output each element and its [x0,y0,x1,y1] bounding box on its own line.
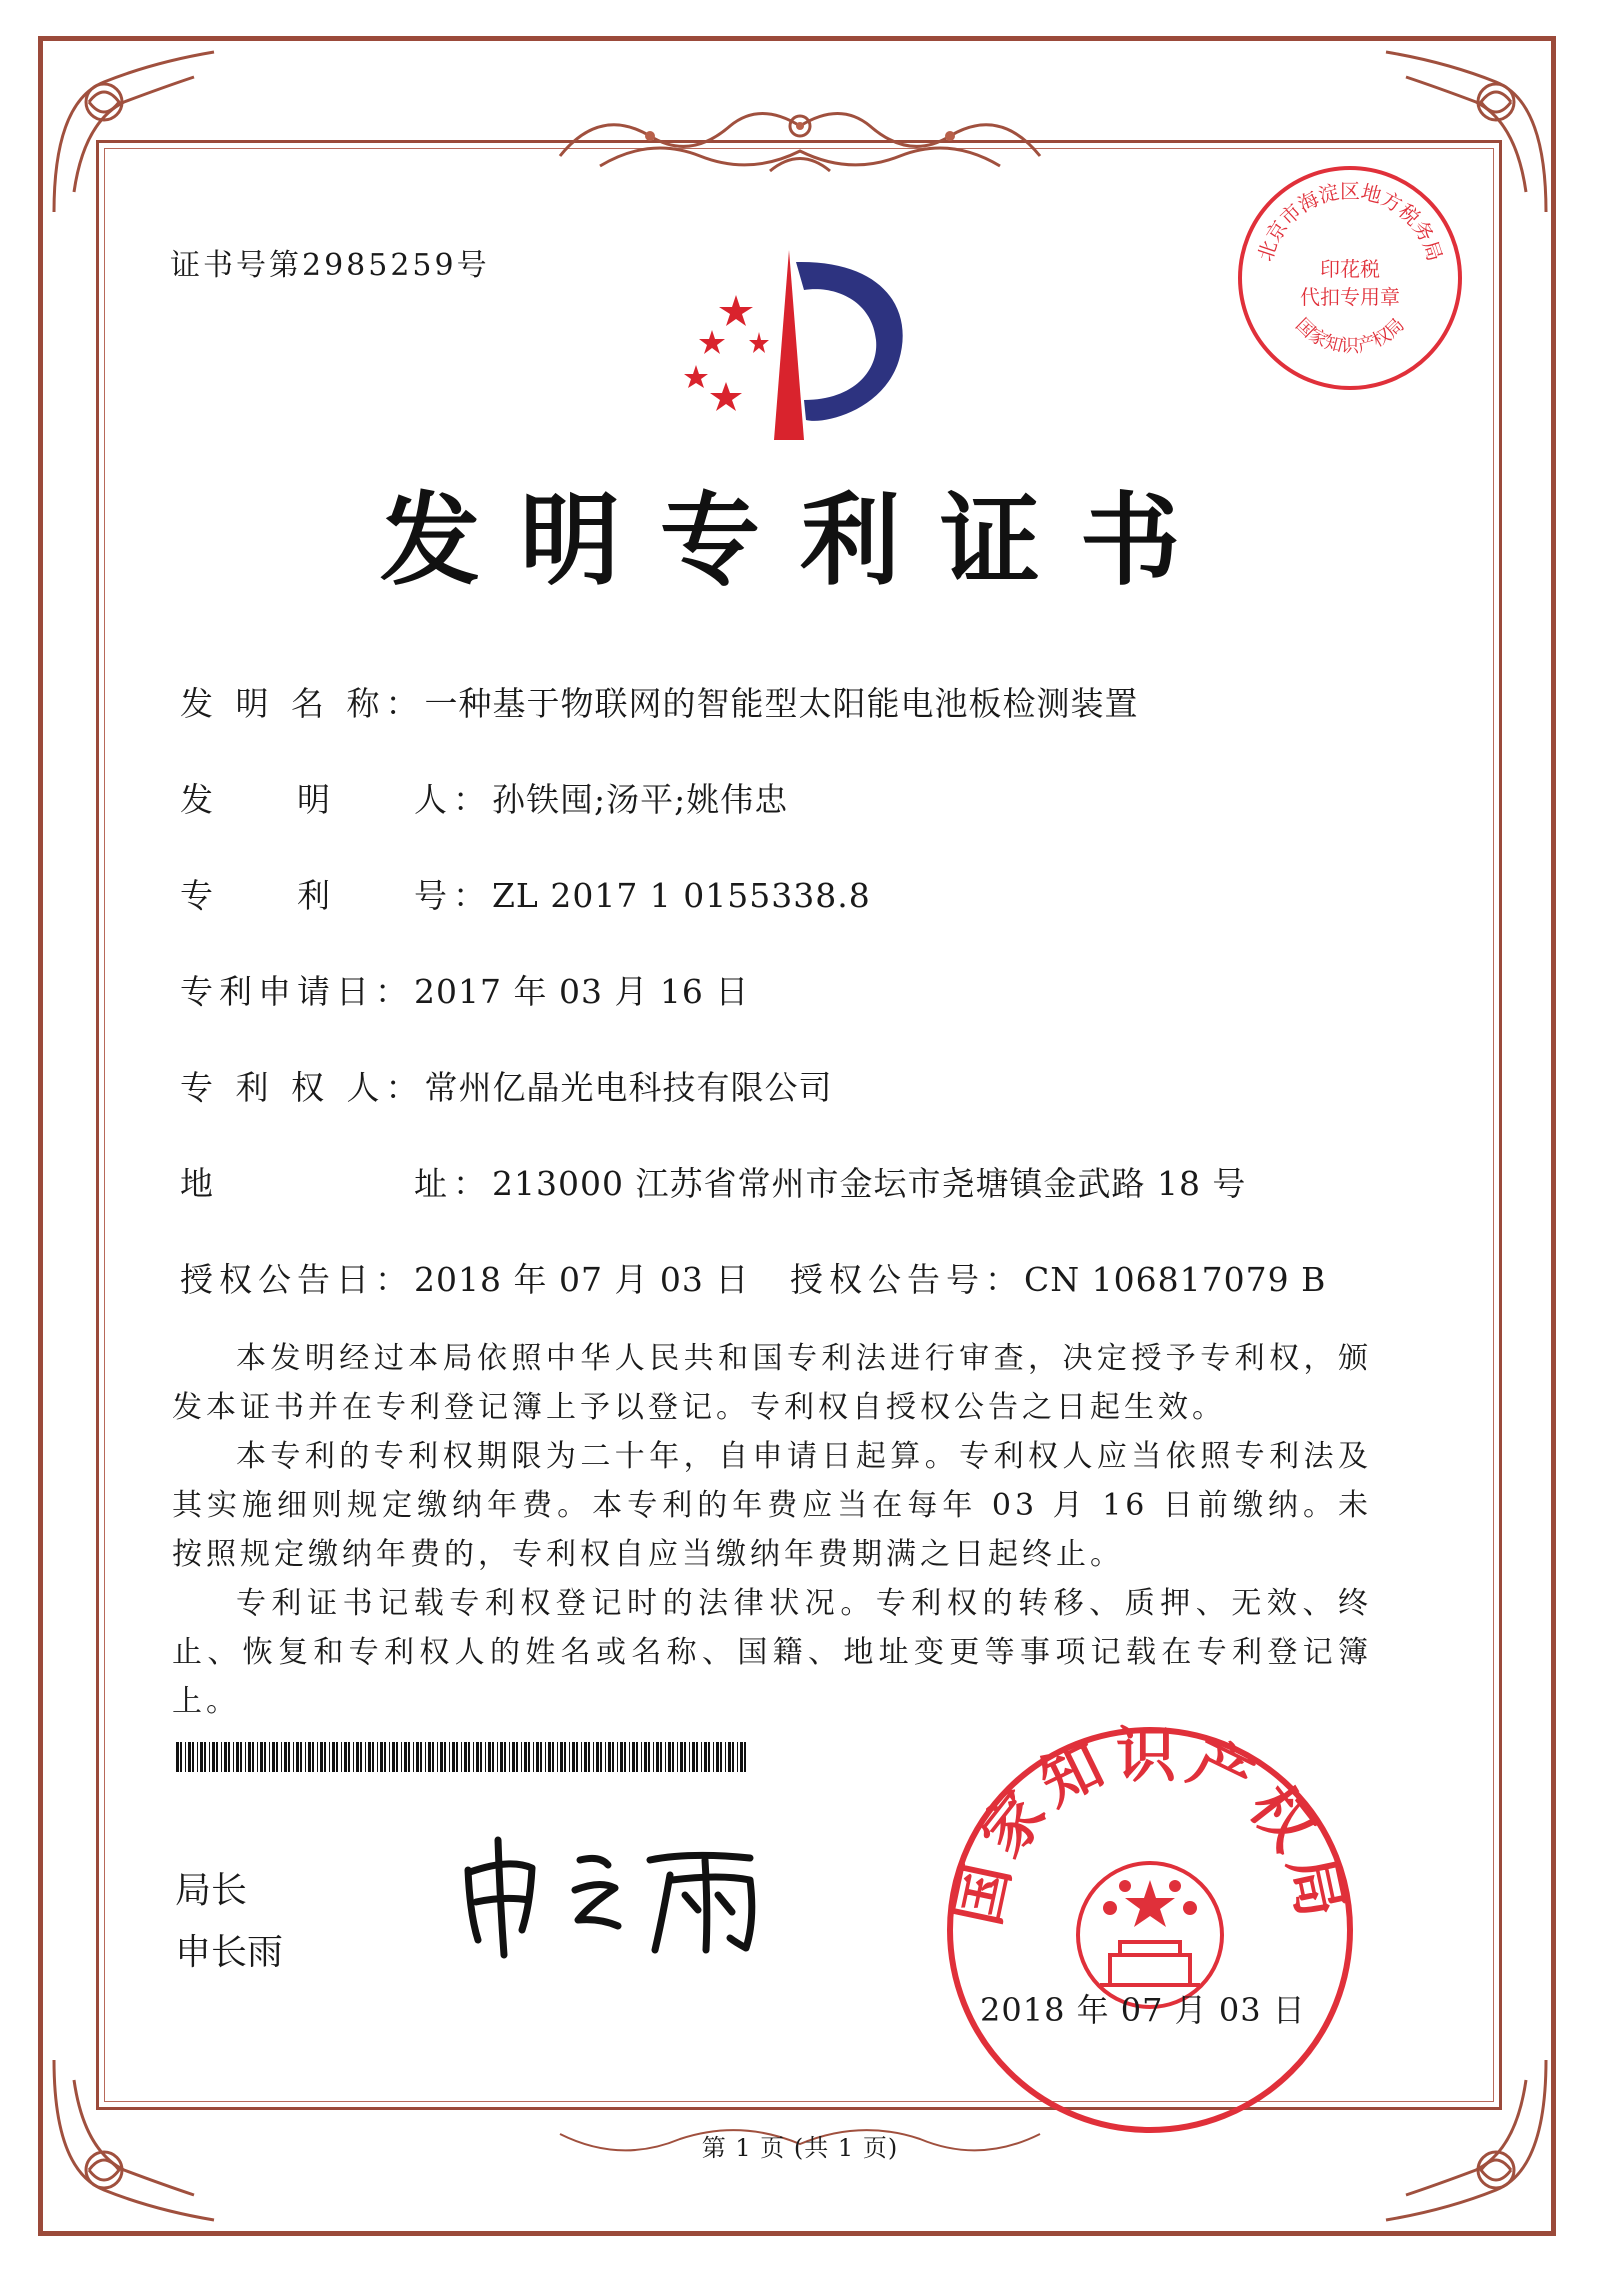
seal-date: 2018 年 07 月 03 日 [980,1991,1306,2029]
director-signature [450,1830,790,1960]
statement-paragraph-1: 本发明经过本局依照中华人民共和国专利法进行审查，决定授予专利权，颁发本证书并在专利登记簿上予以登记。专利权自授权公告之日起生效。 [172,1341,1372,1425]
certificate-title: 发明专利证书 [380,481,1220,599]
field-inventors [180,774,788,821]
patent-number-value: ZL 2017 1 0155338.8 [492,876,871,915]
patent-number-label: 专 利 号： [180,876,492,915]
patentee-label: 专 利 权 人： [180,1068,425,1107]
statement-paragraph-3: 专利证书记载专利权登记时的法律状况。专利权的转移、质押、无效、终止、恢复和专利权人的姓名或名称、国籍、地址变更等事项记载在专利登记簿上。 [172,1586,1372,1719]
application-date-value: 2017 年 03 月 16 日 [414,972,750,1011]
address-label: 地 址： [180,1164,492,1203]
invention-name-value: 一种基于物联网的智能型太阳能电池板检测装置 [424,684,1139,723]
tax-seal-outer-text: 北京市海淀区地方税务局 [1252,179,1448,265]
field-invention-name [180,678,1138,725]
svg-text:国家知识产权局 [1291,314,1409,357]
field-grant-date [180,1254,749,1301]
director-name: 申长雨 [175,1932,284,1973]
grant-number-label: 授权公告号： [790,1260,1024,1299]
field-address [180,1158,1246,1205]
inventors-label: 发 明 人： [180,780,492,819]
top-ornament [540,96,1060,186]
field-patent-number [180,870,871,917]
tax-seal-center-line2: 代扣专用章 [1300,285,1400,309]
certificate-number: 证书号第2985259号 [170,248,490,283]
field-grant-number [790,1254,1326,1301]
field-patentee [180,1062,832,1109]
page-footer: 第 1 页 (共 1 页) [701,2134,899,2162]
statement-paragraph-2: 本专利的专利权期限为二十年，自申请日起算。专利权人应当依照专利法及其实施细则规定缴纳年费。本专利的年费应当在每年 03 月 16 日前缴纳。未按照规定缴纳年费的，专利权自应当缴纳年费期满之日起终止。 [172,1439,1372,1572]
cnipa-official-seal [940,1720,1360,2140]
application-date-label: 专利申请日： [180,972,414,1011]
barcode [176,1742,748,1772]
patentee-value: 常州亿晶光电科技有限公司 [424,1068,833,1107]
seal-text: 国家知识产权局 [942,1721,1358,1932]
invention-name-label: 发 明 名 称： [180,684,425,723]
tax-stamp-seal [1230,158,1470,398]
address-value: 213000 江苏省常州市金坛市尧塘镇金武路 18 号 [492,1164,1247,1203]
corner-ornament-top-left [44,42,224,222]
inventors-value: 孙铁囤;汤平;姚伟忠 [492,780,789,819]
tax-seal-center-line1: 印花税 [1320,257,1380,281]
tax-seal-bottom-text: 国家知识产权局 [1291,314,1409,358]
grant-date-value: 2018 年 07 月 03 日 [414,1260,750,1299]
patent-office-emblem-icon [664,250,924,450]
field-application-date [180,966,749,1013]
director-title: 局长 [175,1870,248,1911]
director-block [175,1860,283,1984]
grant-number-value: CN 106817079 B [1024,1260,1327,1299]
grant-date-label: 授权公告日： [180,1260,414,1299]
certificate-statement [172,1334,1372,1726]
